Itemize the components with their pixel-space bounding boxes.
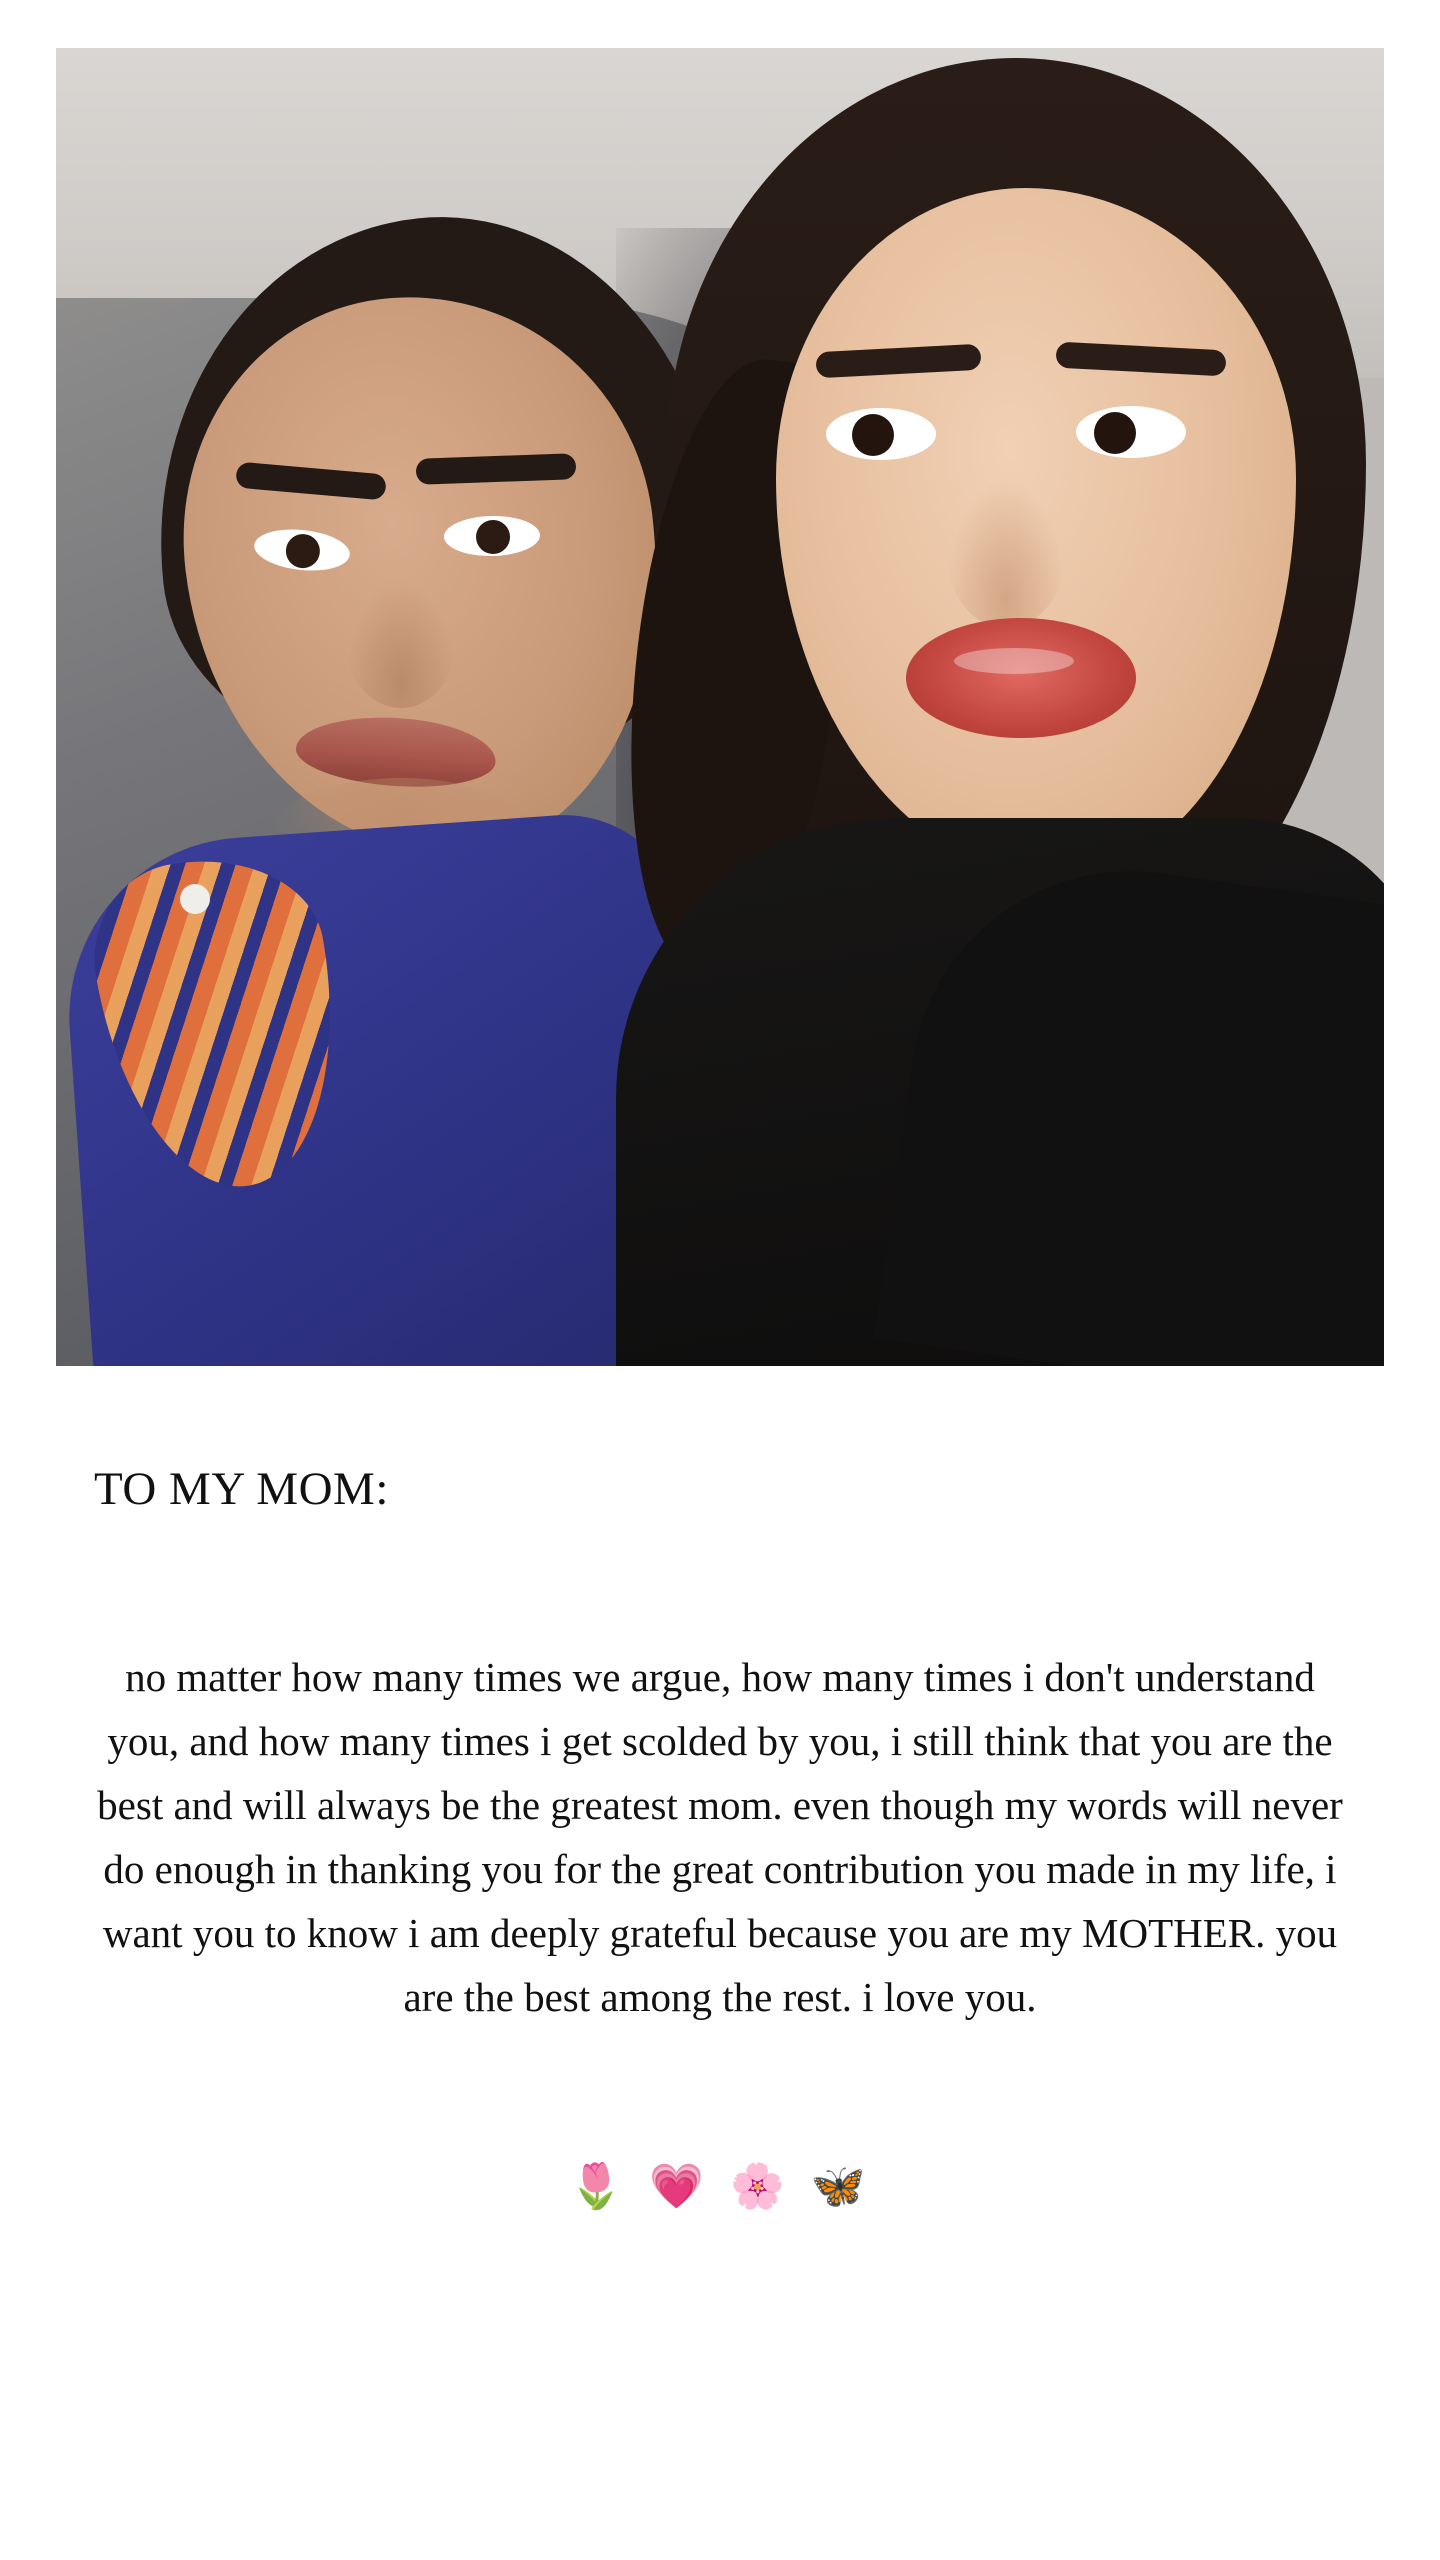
daughter-lips <box>906 618 1136 738</box>
mom-and-daughter-photo <box>56 48 1384 1366</box>
daughter-right-eye <box>1076 406 1186 458</box>
mom-nose <box>346 578 456 708</box>
photo-container <box>56 48 1384 1366</box>
letter-body: no matter how many times we argue, how many times i don't understand you, and how many times i get scolded by you, i still think that you are the best and will always be the greatest mom. even though my words will never do enough in thanking you for the great contribution you made in my life, i want you to know i am deeply grateful because you are my MOTHER. you are the best among the rest. i love you. <box>97 1654 1343 2020</box>
emoji-row: 🌷 💗 🌸 🦋 <box>568 2160 872 2212</box>
daughter-figure <box>656 58 1384 1366</box>
page-title: TO MY MOM: <box>94 1463 389 1515</box>
daughter-left-eye <box>826 408 936 460</box>
daughter-nose <box>946 478 1066 628</box>
mom-shirt-button <box>180 884 210 914</box>
